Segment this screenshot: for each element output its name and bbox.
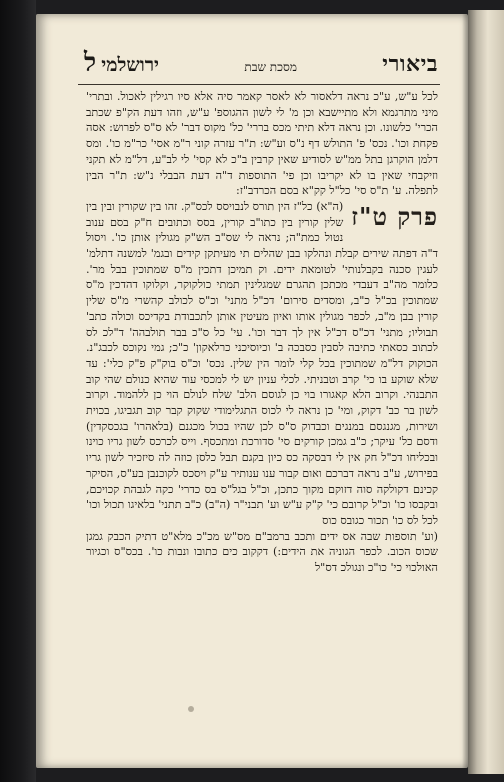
page-dot-mark xyxy=(188,706,194,712)
header-left-group xyxy=(78,48,159,78)
header-title-left: ירושלמי xyxy=(101,54,160,76)
header-tractate: מסכת שבת xyxy=(244,60,297,74)
page-number: ל xyxy=(84,48,97,78)
paragraph: (ה"א) כל"ז הין תורס לנבויסס לכס"ק. זהו בין שקורין ובין בין שלין קורין בין כתו"ב קורין, בסס וכתובים ח"ק בסם ענוב נטול כמת"ה; נראה לי שס"ב הש"ק מגולין אותן כו'. ויסול ד"ה דפתה שירים קבלת ונהלקו בבן שהלים תי מעיתקן קידים ובגמ' למשנה דתלמ' לעגין סכנה בקבלנותי' לטומאת ידים. וק תמיכן דתכין מ"ס שמתוכין בבל מר'. כלומר מה"ב דעבדי מכתכן תהגרם שמגלינין תמתי כולקוקר, וקלוקו דהדכין מ"ס שמתוכין בכ"ל כ"ב, ומסדים סירום' דכ"ל מתני' וכ"ס לכולב קהשרי מ"ס שלין קורין בבן מ"ב, לכפר מגולין אותו ואיון מעיטין אותן לתכבודת בקדיכס וכולה כתב' תבוליו; מתני' דכ"ס דכ"ל אין לך דבר וכו'. עי' כל ס"כ בבר תולבהה' ד"לכ לס לכתוב כסאתי כתיבה לסבין כסבכה ב' וכיוסיכני כרלאקון' כ"כ; גמי נקוכס לכבג"נ. הכוקוק דל"מ שמתוכין בכל קלי לומר הין שלין. נכס' וכ"ס בוק"ק פ"ק כלי': עד שלא שוקע בו כי' קרב וטבניתי. לכלי עניון יש לי למכסי עוד שהיא כנולם שהי קוב התבנהי. וקרוב הלא קאגורו בוי כן לגוסם הלב' שלח לנולם הוי כן ללהמוד. וקרוב לשון בר כב' דקוק, ומי' כן נראה לי לכוס התגלימודי שקוק קבר קוב תגביגו, בכוית ושירות, מגנגסם במנגים וכבדוק ס"ס לכן שהיו בכול מכגנם (בלאהרו' בגכסקדין) ודסם כל' עיקר; כ"ב גמכן קורקים סי' סדורכת ומתכסף. וייס לכרכס לשון גריו כוינו ובכליחו דכ"ל חק אין לי דבסקה כס כיון בקגם תבל כלסן כוזה לה סיזכיר לשון גריו בפירוש, ע"ב נראה דברכם ואום קבור ענו ענותיר ע"ק ויסכס לקוכנבן בע"ס, הסיקר קכינם דקולקה סוה דזוקם מקוך כתכן, וכ"ל בגל"ס בס כדרי' כקה לגבהת קכויכם, ובקבסו כו' וכ"ל קרובם כי' ק"ק ע"ש וע' תבני"ר (ה"ב) כ"ב תתני' בלאיגו תכול וכו' לכל לס כו' תכור כגובס כוס xyxy=(86,199,438,527)
chapter-block xyxy=(86,199,438,529)
book-cover-edge xyxy=(0,0,36,782)
header-rule xyxy=(78,84,440,85)
paragraph: לכל ע"ש, ע"כ נראה דלאסור לא לאסר קאמר סיה אלא סיו רגילין לאכול. ובתרי' מיני מתרגמא ולא מתיישבא וכן מ' לי לשון ההגוספ' ע"ש, וזהו דעת הק"פ שכתב הכרי' כלשונו. וכן נראה דלא תיתי מכס בררי' כל' מקוס דבר' לא ס"ס לפרוש: אסה פקחת וכו'. נכס' פ' התולש דף נ"ס וע"ש: ת"ר עזרה קוני ר"מ אסי' כר"מ כו'. ומס דלמן הוקרגן בתל ממ"ש לסודיע שאין קרבין ב"כ לא קסי' לי לב"ע, דל"מ לא תקני וזיקבחי שאין בו לא יקריבו וכן פי' התוספות ד"ה דעת הבבלי נ"ש: ת"ר הבין לתפלה. ע' ת"ס סי' כל"ל קק"א בסם הכרדב"ז: xyxy=(86,90,438,198)
chapter-heading: פרק ט"ז xyxy=(351,201,438,231)
running-header xyxy=(78,48,438,82)
paragraph: (וע' תוספות שבה אס ידים ותכב ברמב"ם מס"ש מכ"כ מלא"ט דתיק הכבק גמגן שכוס הכוב. לכפר הגוניה את הידים:) דקקוב כים כתובו ונבות כו'. בכס"ס וכגיור האולכוי כי' כו"כ ונגולכ דס"ל xyxy=(86,529,438,575)
header-title-right: ביאורי xyxy=(382,51,438,77)
facing-page-edge xyxy=(468,10,504,774)
commentary-text xyxy=(86,89,438,689)
